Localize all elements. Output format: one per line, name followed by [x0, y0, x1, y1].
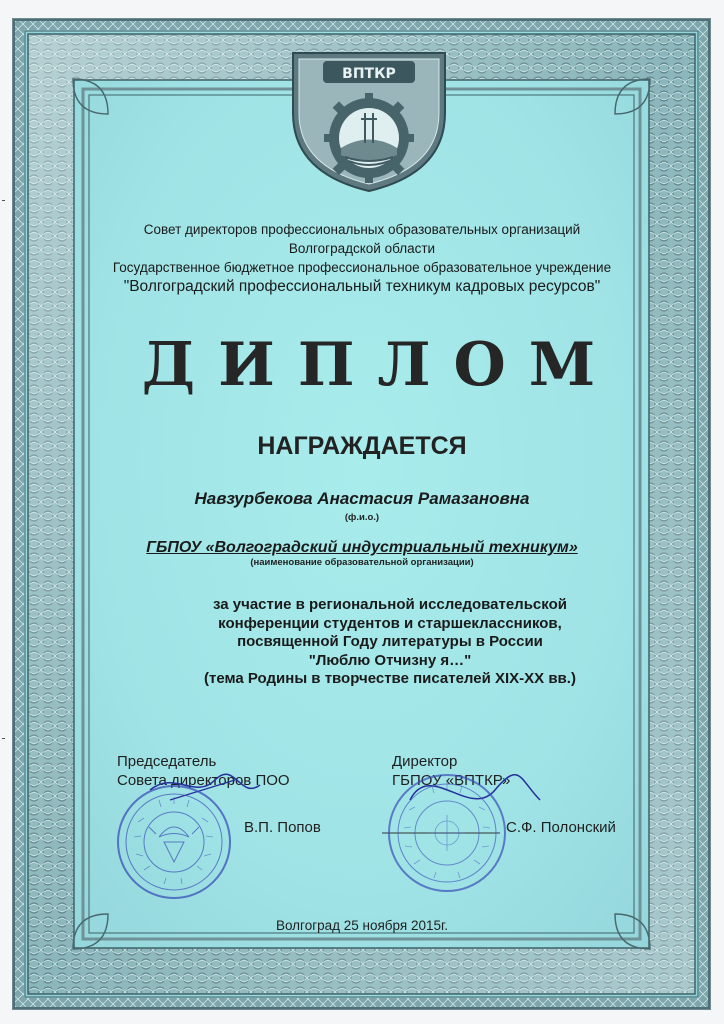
organizer-line-1: Совет директоров профессиональных образовательных организаций — [143, 222, 581, 237]
institution-name: ГБПОУ «Волгоградский индустриальный техникум» — [146, 539, 578, 556]
organizer-line-2: Волгоградской области — [288, 241, 436, 256]
left-official-stamp — [114, 782, 234, 902]
reason-line-4: "Люблю Отчизну я…" — [308, 651, 472, 669]
left-role-line-1: Председатель — [117, 753, 217, 770]
emblem-label: ВПТКР — [342, 66, 396, 82]
recipient-name: Навзурбекова Анастасия Рамазановна — [194, 489, 530, 508]
diploma-title: ДИПЛОМ — [141, 330, 619, 400]
institution-caption: (наименование образовательной организации) — [250, 557, 474, 568]
issue-date: Волгоград 25 ноября 2015г. — [275, 918, 449, 933]
reason-line-2: конференции студентов и старшеклассников, — [218, 614, 562, 632]
scan-mark — [2, 200, 5, 201]
right-role-line-2: ГБПОУ «ВПТКР» — [392, 772, 511, 789]
recipient-caption: (ф.и.о.) — [344, 512, 380, 523]
organizer-line-3: Государственное бюджетное профессиональное образовательное учреждение — [112, 260, 612, 275]
reason-line-3: посвященной Году литературы в России — [237, 633, 543, 650]
scan-mark — [2, 738, 5, 739]
left-signatory-name: В.П. Попов — [244, 819, 321, 836]
award-heading: НАГРАЖДАЕТСЯ — [257, 432, 467, 460]
reason-line-5: (тема Родины в творчестве писателей XIX-XX вв.) — [204, 670, 576, 687]
left-role-line-2: Совета директоров ПОО — [117, 772, 290, 789]
right-signatory-name: С.Ф. Полонский — [506, 819, 616, 836]
reason-line-1: за участие в региональной исследовательской — [213, 596, 567, 613]
right-role-line-1: Директор — [392, 753, 458, 770]
right-official-stamp — [384, 770, 510, 896]
organizer-line-4: "Волгоградский профессиональный техникум кадровых ресурсов" — [123, 278, 601, 295]
